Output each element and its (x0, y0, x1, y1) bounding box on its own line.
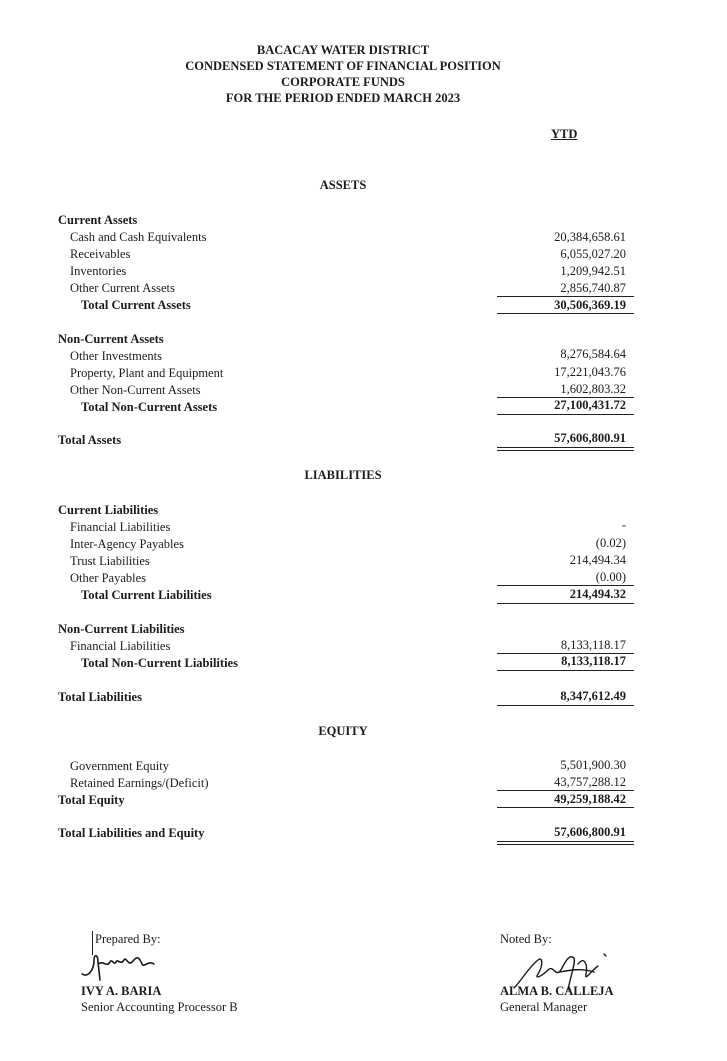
line-item-label: Other Current Assets (70, 281, 175, 295)
subtotal-rule (497, 585, 634, 586)
prepared-by-name: IVY A. BARIA (81, 984, 162, 998)
line-item-label: Retained Earnings/(Deficit) (70, 776, 209, 790)
total-rule (497, 670, 634, 671)
line-item-amount: 2,856,740.87 (560, 281, 626, 295)
section-title-assets: ASSETS (319, 178, 367, 192)
total-equity-amount: 49,259,188.42 (554, 792, 626, 806)
total-rule (497, 705, 634, 706)
total-noncurrent-liabilities-label: Total Non-Current Liabilities (81, 656, 238, 670)
current-liabilities-heading: Current Liabilities (58, 503, 159, 517)
total-equity-label: Total Equity (58, 793, 125, 807)
line-item-label: Cash and Cash Equivalents (70, 230, 207, 244)
line-item-amount: 17,221,043.76 (554, 365, 626, 379)
total-noncurrent-liabilities-amount: 8,133,118.17 (561, 654, 626, 668)
total-noncurrent-assets-amount: 27,100,431.72 (554, 398, 626, 412)
noted-by-position: General Manager (500, 1000, 588, 1014)
district-name: BACACAY WATER DISTRICT (256, 43, 430, 57)
line-item-label: Trust Liabilities (70, 554, 150, 568)
total-rule (497, 807, 634, 808)
noncurrent-liabilities-heading: Non-Current Liabilities (58, 622, 185, 636)
line-item-label: Property, Plant and Equipment (70, 366, 224, 380)
total-current-liabilities-amount: 214,494.32 (569, 587, 626, 601)
prepared-by-caption: Prepared By: (95, 932, 161, 946)
total-current-liabilities-label: Total Current Liabilities (81, 588, 212, 602)
total-liabilities-label: Total Liabilities (58, 690, 142, 704)
line-item-label: Other Payables (70, 571, 147, 585)
line-item-amount: (0.00) (595, 570, 626, 584)
total-liabilities-equity-amount: 57,606,800.91 (554, 825, 626, 839)
double-rule (497, 841, 634, 845)
line-item-label: Financial Liabilities (70, 639, 171, 653)
line-item-label: Financial Liabilities (70, 520, 171, 534)
statement-title: CONDENSED STATEMENT OF FINANCIAL POSITION (185, 59, 501, 73)
line-item-amount: 43,757,288.12 (554, 775, 626, 789)
total-current-assets-amount: 30,506,369.19 (554, 298, 626, 312)
total-rule (497, 414, 634, 415)
line-item-label: Inventories (70, 264, 127, 278)
line-item-amount: 20,384,658.61 (554, 230, 626, 244)
section-title-liabilities: LIABILITIES (304, 468, 382, 482)
fund-name: CORPORATE FUNDS (281, 75, 405, 89)
noted-by-name: ALMA B. CALLEJA (500, 984, 614, 998)
column-header-ytd: YTD (551, 127, 578, 141)
line-item-amount: 8,276,584.64 (560, 347, 626, 361)
double-rule (497, 447, 634, 451)
line-item-label: Inter-Agency Payables (70, 537, 184, 551)
line-item-amount: 8,133,118.17 (560, 638, 626, 652)
line-item-amount: 214,494.34 (569, 553, 626, 567)
section-title-equity: EQUITY (318, 724, 368, 738)
total-liabilities-equity-label: Total Liabilities and Equity (58, 826, 205, 840)
line-item-amount: - (621, 518, 626, 532)
total-noncurrent-assets-label: Total Non-Current Assets (81, 400, 218, 414)
total-rule (497, 603, 634, 604)
total-assets-label: Total Assets (58, 433, 122, 447)
current-assets-heading: Current Assets (58, 213, 138, 227)
line-item-label: Receivables (70, 247, 131, 261)
line-item-amount: (0.02) (595, 536, 626, 550)
period-title: FOR THE PERIOD ENDED MARCH 2023 (225, 91, 461, 105)
total-assets-amount: 57,606,800.91 (554, 431, 626, 445)
prepared-signature-icon (78, 950, 168, 984)
line-item-amount: 1,209,942.51 (560, 264, 626, 278)
noncurrent-assets-heading: Non-Current Assets (58, 332, 164, 346)
noted-by-caption: Noted By: (500, 932, 552, 946)
line-item-amount: 5,501,900.30 (560, 758, 626, 772)
total-rule (497, 313, 634, 314)
line-item-label: Other Non-Current Assets (70, 383, 201, 397)
subtotal-rule (497, 790, 634, 791)
prepared-by-position: Senior Accounting Processor B (81, 1000, 238, 1014)
line-item-label: Government Equity (70, 759, 169, 773)
line-item-amount: 6,055,027.20 (560, 247, 626, 261)
subtotal-rule (497, 296, 634, 297)
total-current-assets-label: Total Current Assets (81, 298, 191, 312)
line-item-label: Other Investments (70, 349, 162, 363)
total-liabilities-amount: 8,347,612.49 (560, 689, 626, 703)
line-item-amount: 1,602,803.32 (560, 382, 626, 396)
